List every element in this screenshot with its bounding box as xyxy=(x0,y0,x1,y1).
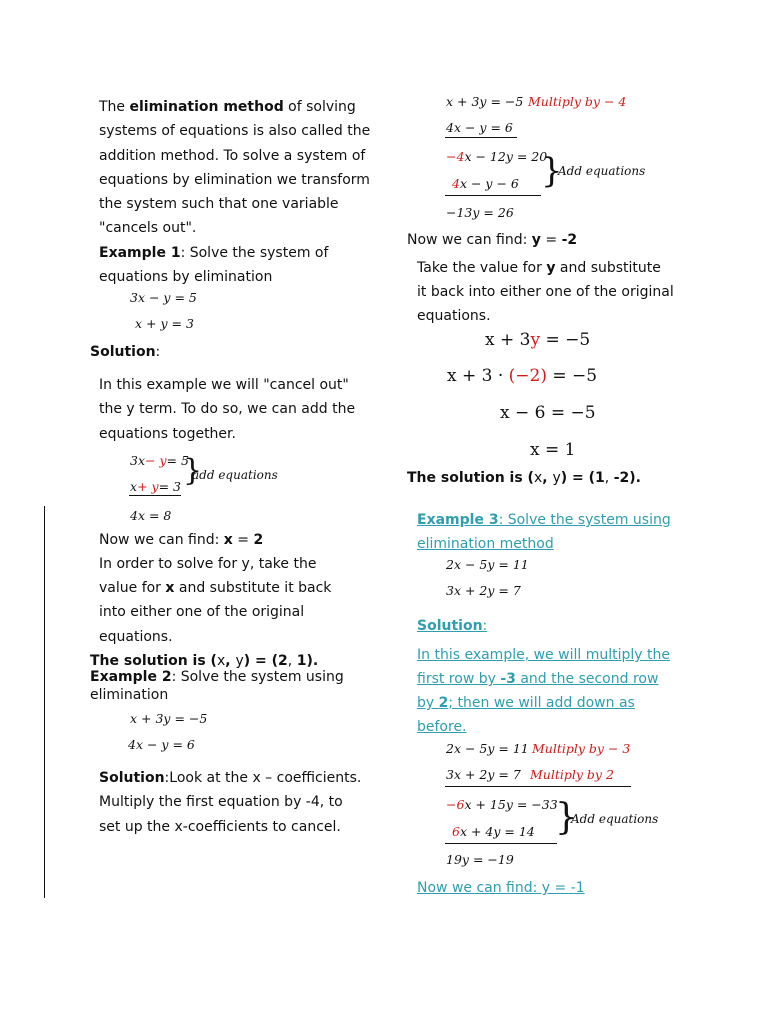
add-equations-label: Add equations xyxy=(558,164,646,178)
brace-icon: } xyxy=(555,797,578,838)
solution-2-line-3: set up the x-coefficients to cancel. xyxy=(99,819,341,835)
text: : Solve the system of xyxy=(180,245,329,261)
var-y: y xyxy=(531,232,541,248)
text: , xyxy=(287,653,297,669)
var-y: y xyxy=(546,260,556,276)
var-x: x xyxy=(165,580,175,596)
red-term: −4 xyxy=(446,149,465,164)
solution-2-line-1 xyxy=(99,766,361,790)
text: = −5 xyxy=(547,366,598,386)
add-equations-label: add equations xyxy=(192,468,278,482)
text: y xyxy=(552,470,561,486)
work-3-row-1: 2x − 5y = 11 xyxy=(446,741,529,756)
text: : xyxy=(482,618,488,634)
example-3-equation-1: 2x − 5y = 11 xyxy=(446,557,529,572)
substitute-y-line-3: equations. xyxy=(417,308,491,324)
text: , xyxy=(225,653,236,669)
text: x xyxy=(533,470,543,486)
text: = 3 xyxy=(158,479,181,494)
substitute-y-line-1 xyxy=(417,256,661,280)
text: ) = ( xyxy=(243,653,279,669)
intro-line-5: the system such that one variable xyxy=(99,196,339,212)
text: of solving xyxy=(283,99,356,115)
text: , xyxy=(542,470,553,486)
solution-1-heading xyxy=(90,340,160,364)
intro-line-3: addition method. To solve a system of xyxy=(99,148,366,164)
example-3-label: Example 3 xyxy=(417,512,499,528)
substitute-line-2 xyxy=(99,576,331,600)
work-2-result: −13y = 26 xyxy=(446,205,514,220)
example-3-heading xyxy=(417,508,671,532)
text: = 5 xyxy=(166,453,189,468)
brace-icon: } xyxy=(541,151,563,191)
multiply-note-2: Multiply by 2 xyxy=(530,767,614,782)
text: The solution is ( xyxy=(407,470,534,486)
margin-line xyxy=(44,506,45,898)
example-2-equation-2: 4x − y = 6 xyxy=(128,737,195,752)
text: value for xyxy=(99,580,166,596)
intro-line-1 xyxy=(99,95,356,119)
substitute-line-4: equations. xyxy=(99,629,173,645)
work-1-row-2 xyxy=(130,479,181,495)
example-3-equation-2: 3x + 2y = 7 xyxy=(446,583,521,598)
value: -2 xyxy=(561,232,578,248)
solution-3-line-1: In this example, we will multiply the xyxy=(417,647,670,663)
text: : xyxy=(155,344,161,360)
intro-line-6: "cancels out". xyxy=(99,220,197,236)
substitute-line-3: into either one of the original xyxy=(99,604,305,620)
text: = xyxy=(232,532,254,548)
red-term: 6 xyxy=(452,824,460,839)
term-elimination-method: elimination method xyxy=(129,99,284,115)
text: and substitute xyxy=(555,260,661,276)
solution-3-line-4: before. xyxy=(417,719,467,735)
work-3-row-2: 3x + 2y = 7 xyxy=(446,767,521,782)
text: by xyxy=(417,695,439,711)
text: x xyxy=(130,479,138,494)
text: Take the value for xyxy=(417,260,547,276)
work-2-row-1: x + 3y = −5 xyxy=(446,94,524,109)
solution-1-line-2: the y term. To do so, we can add the xyxy=(99,401,356,417)
red-term: −6 xyxy=(446,797,465,812)
text: :Look at the x – coefficients. xyxy=(164,770,362,786)
solution-2-result xyxy=(407,466,641,490)
text: The solution is ( xyxy=(90,653,217,669)
example-3-text: elimination method xyxy=(417,536,554,552)
example-1-text: equations by elimination xyxy=(99,269,273,285)
text: x + 15y = −33 xyxy=(464,797,558,812)
var-x: x xyxy=(223,532,233,548)
multiply-note: Multiply by − 4 xyxy=(528,94,627,109)
value: -3 xyxy=(500,671,516,687)
text: and substitute it back xyxy=(174,580,332,596)
text: , xyxy=(604,470,614,486)
text: and the second row xyxy=(515,671,659,687)
text: x xyxy=(216,653,226,669)
text: Now we can find: xyxy=(407,232,532,248)
find-x-line xyxy=(99,528,263,552)
solution-2-line-2: Multiply the first equation by -4, to xyxy=(99,794,343,810)
work-1-result: 4x = 8 xyxy=(130,508,172,523)
text: first row by xyxy=(417,671,501,687)
text: ) = ( xyxy=(560,470,596,486)
step-1 xyxy=(485,330,590,350)
text: x + 3 xyxy=(485,330,531,350)
work-3-row-3 xyxy=(446,797,558,813)
text: x + 4y = 14 xyxy=(459,824,535,839)
value: 2 xyxy=(253,532,264,548)
solution-3-line-3 xyxy=(417,691,635,715)
text: ; then we will add down as xyxy=(448,695,635,711)
example-1-equation-2: x + y = 3 xyxy=(135,316,194,331)
work-3-underline-2 xyxy=(445,843,557,844)
work-3-row-4 xyxy=(452,824,535,840)
work-3-underline-1 xyxy=(445,786,631,787)
work-2-row-4 xyxy=(452,176,519,192)
text: 1 xyxy=(296,653,307,669)
example-2-text: elimination xyxy=(90,687,169,703)
text: 3x xyxy=(130,453,146,468)
red-term: + y xyxy=(137,479,159,494)
step-2 xyxy=(447,366,597,386)
text: The xyxy=(99,99,130,115)
example-2-heading xyxy=(90,668,344,686)
text: = xyxy=(540,232,562,248)
intro-line-2: systems of equations is also called the xyxy=(99,123,371,139)
find-y-line xyxy=(407,228,577,252)
step-3: x − 6 = −5 xyxy=(500,403,596,423)
solution-3-heading xyxy=(417,614,487,638)
solution-1-line-1: In this example we will "cancel out" xyxy=(99,377,349,393)
text: x − 12y = 20 xyxy=(464,149,548,164)
red-term: − y xyxy=(145,453,167,468)
step-4: x = 1 xyxy=(530,440,576,460)
text: 2 xyxy=(278,653,288,669)
text: Now we can find: xyxy=(99,532,224,548)
text: x + 3 · xyxy=(447,366,509,386)
text: : Solve the system using xyxy=(171,669,344,685)
work-2-underline-1 xyxy=(445,137,517,138)
text: ). xyxy=(629,470,641,486)
work-1-row-1 xyxy=(130,453,189,469)
red-term: (−2) xyxy=(508,366,547,386)
substitute-y-line-2: it back into either one of the original xyxy=(417,284,674,300)
solution-3-line-2 xyxy=(417,667,658,691)
text: ). xyxy=(306,653,319,669)
example-2-label: Example 2 xyxy=(90,669,172,685)
text: = −5 xyxy=(540,330,591,350)
red-term: y xyxy=(530,330,541,350)
work-2-underline-2 xyxy=(445,195,541,196)
substitute-line-1: In order to solve for y, take the xyxy=(99,556,317,572)
example-1-heading xyxy=(99,241,328,265)
example-1-label: Example 1 xyxy=(99,245,181,261)
work-3-result: 19y = −19 xyxy=(446,852,514,867)
multiply-note-1: Multiply by − 3 xyxy=(532,741,631,756)
intro-line-4: equations by elimination we transform xyxy=(99,172,370,188)
work-1-underline xyxy=(129,495,181,496)
text: 1 xyxy=(595,470,605,486)
value: 2 xyxy=(438,695,449,711)
text: -2 xyxy=(613,470,630,486)
example-1-equation-1: 3x − y = 5 xyxy=(130,290,197,305)
text: x − y − 6 xyxy=(459,176,519,191)
solution-1-line-3: equations together. xyxy=(99,426,236,442)
work-2-row-2: 4x − y = 6 xyxy=(446,120,513,135)
solution-label: Solution xyxy=(90,344,156,360)
find-y-line-2: Now we can find: y = -1 xyxy=(417,880,585,896)
brace-icon: } xyxy=(183,453,203,488)
add-equations-label: Add equations xyxy=(571,812,659,826)
solution-label: Solution xyxy=(417,618,483,634)
solution-label: Solution xyxy=(99,770,165,786)
work-2-row-3 xyxy=(446,149,547,165)
red-term: 4 xyxy=(452,176,460,191)
example-2-equation-1: x + 3y = −5 xyxy=(130,711,208,726)
text: y xyxy=(235,653,244,669)
text: : Solve the system using xyxy=(498,512,671,528)
